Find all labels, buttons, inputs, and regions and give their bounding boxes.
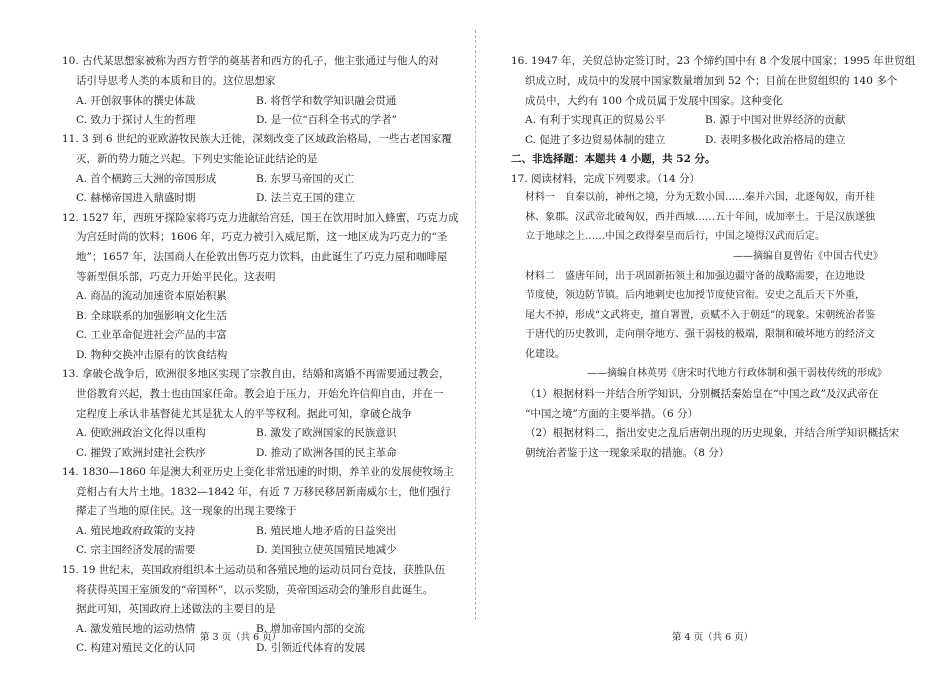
material-1-line1: 材料一 自秦以前，神州之境，分为无数小国……秦并六国，北逐匈奴，南开桂: [525, 192, 875, 203]
q11-option-b: B. 东罗马帝国的灭亡: [256, 173, 355, 185]
material-1-line2: 林、象郡。汉武帝北破匈奴，西并西域……五十年间，成加率土。于是汉族遂独: [525, 212, 875, 223]
q14-option-b: B. 殖民地人地矛盾的日益突出: [256, 525, 397, 537]
q12-line4: 等新型俱乐部，巧克力开始平民化。这表明: [76, 271, 276, 283]
material-2-line5: 化建设。: [525, 349, 565, 360]
q11-line2: 灭，新的势力随之兴起。下列史实能论证此结论的是: [76, 153, 318, 165]
q16-line2: 织成立时，成员中的发展中国家数量增加到 52 个；目前在世贸组织的 140 多个: [525, 75, 898, 87]
q10-option-d: D. 是一位“百科全书式的学者”: [256, 114, 397, 126]
q11-option-c: C. 赫梯帝国进入鼎盛时期: [76, 192, 196, 204]
material-2-line4: 于唐代的历史教训，走向削夺地方、强干弱枝的极端，限制和破坏地方的经济文: [525, 329, 875, 340]
material-2-line2: 节度使，领边防节镇。后内地剌史也加授节度使官衔。安史之乱后天下外重，: [525, 290, 865, 301]
right-page: [475, 0, 950, 673]
q12-line2: 为宫廷时尚的饮料；1606 年，巧克力被引入威尼斯，这一地区成为巧克力的“圣: [76, 231, 448, 243]
q13-option-d: D. 推动了欧洲各国的民主革命: [256, 447, 397, 459]
q13-option-a: A. 使欧洲政治文化得以重构: [76, 427, 206, 439]
q15-option-a: A. 激发殖民地的运动热情: [76, 623, 196, 635]
q15-line3: 据此可知，英国政府上述做法的主要目的是: [76, 603, 276, 615]
q13-line3: 定程度上承认非基督徒尤其是犹太人的平等权利。据此可知，拿破仑战争: [76, 408, 412, 420]
q10-option-a: A. 开创叙事体的撰史体裁: [76, 95, 196, 107]
q15-option-d: D. 引领近代体育的发展: [256, 642, 366, 654]
material-2-line3: 尾大不掉，形成“文武将吏，擅自署置，贡赋不入于朝廷”的现象。宋朝统治者鉴: [525, 310, 876, 321]
q12-line3: 地”；1657 年，法国商人在伦敦出售巧克力饮料，由此诞生了巧克力屋和咖啡屋: [76, 251, 448, 263]
q11-line1: 11. 3 到 6 世纪的亚欧游牧民族大迁徙，深刻改变了区域政治格局，一些古老国家覆: [62, 133, 452, 145]
material-1-line3: 立于地球之上……中国之政得秦皇而后行，中国之境得汉武而后定。: [525, 231, 825, 242]
q10-option-b: B. 将哲学和数学知识融会贯通: [256, 95, 397, 107]
material-2-source: ——摘编自林英男《唐宋时代地方行政体制和强干弱枝传统的形成》: [587, 368, 887, 379]
q17-prompt: 17. 阅读材料，完成下列要求。（14 分）: [511, 173, 700, 185]
q17-part1-line1: （1）根据材料一并结合所学知识，分别概括秦始皇在“中国之政”及汉武帝在: [525, 388, 879, 400]
q10-line1: 10. 古代某思想家被称为西方哲学的奠基者和西方的孔子，他主张通过与他人的对: [62, 55, 440, 67]
q16-line3: 成员中，大约有 100 个成员属于发展中国家。这种变化: [525, 95, 783, 107]
q16-option-d: D. 表明多极化政治格局的建立: [705, 134, 846, 146]
q16-option-c: C. 促进了多边贸易体制的建立: [525, 134, 666, 146]
q15-option-b: B. 增加帝国内部的交流: [256, 623, 365, 635]
q14-option-c: C. 宗主国经济发展的需要: [76, 544, 196, 556]
q16-option-a: A. 有利于实现真正的贸易公平: [525, 114, 666, 126]
right-page-footer: 第 4 页（共 6 页）: [672, 632, 754, 643]
q15-line1: 15. 19 世纪末，英国政府组织本土运动员和各殖民地的运动员同台竞技，获胜队伍: [62, 564, 446, 576]
q16-option-b: B. 源于中国对世界经济的贡献: [705, 114, 846, 126]
q12-option-b: B. 全球联系的加强影响文化生活: [76, 310, 227, 322]
q14-option-a: A. 殖民地政府政策的支持: [76, 525, 196, 537]
q13-line2: 世俗教育兴起，教士也由国家任命。教会迫于压力，开始允许信仰自由，并在一: [76, 388, 444, 400]
q10-line2: 话引导思考人类的本质和目的。这位思想家: [76, 75, 276, 87]
q14-line2: 竞相占有大片土地。1832—1842 年，有近 7 万移民移居新南威尔士，他们强行: [76, 486, 451, 498]
q17-part2-line1: （2）根据材料二，指出安史之乱后唐朝出现的历史现象，并结合所学知识概括宋: [525, 427, 900, 439]
q12-option-a: A. 商品的流动加速资本原始积累: [76, 290, 227, 302]
q13-line1: 13. 拿破仑战争后，欧洲很多地区实现了宗教自由，结婚和离婚不再需要通过教会，: [62, 368, 450, 380]
q14-line1: 14. 1830—1860 年是澳大利亚历史上变化非常迅速的时期，养羊业的发展使牧场主: [62, 466, 454, 478]
q16-line1: 16. 1947 年，关贸总协定签订时，23 个缔约国中有 8 个发展中国家；1995 年世贸组: [511, 55, 916, 67]
q17-part1-line2: “中国之境”方面的主要举措。（6 分）: [525, 408, 699, 420]
q12-line1: 12. 1527 年，西班牙探险家将巧克力进献给宫廷，国王在饮用时加入蜂蜜，巧克力成: [62, 212, 459, 224]
q12-option-d: D. 物种交换冲击原有的饮食结构: [76, 349, 228, 361]
q14-line3: 撵走了当地的原住民。这一现象的出现主要缘于: [76, 505, 297, 517]
q17-part2-line2: 朝统治者鉴于这一现象采取的措施。（8 分）: [525, 447, 730, 459]
left-page-footer: 第 3 页（共 6 页）: [200, 632, 282, 643]
q10-option-c: C. 致力于探讨人生的哲理: [76, 114, 196, 126]
material-1-source: ——摘编自夏曾佑《中国古代史》: [733, 251, 883, 262]
q13-option-b: B. 激发了欧洲国家的民族意识: [256, 427, 397, 439]
material-2-line1: 材料二 盛唐年间，出于巩固新拓领土和加强边疆守备的战略需要，在边地设: [525, 271, 865, 282]
section-heading: 二、非选择题：本题共 4 小题，共 52 分。: [511, 153, 716, 165]
q11-option-d: D. 法兰克王国的建立: [256, 192, 355, 204]
q12-option-c: C. 工业革命促进社会产品的丰富: [76, 329, 227, 341]
q15-line2: 将获得英国王室颁发的“帝国杯”，以示奖励，英帝国运动会的雏形自此诞生。: [76, 584, 434, 596]
q11-option-a: A. 首个横跨三大洲的帝国形成: [76, 173, 217, 185]
q13-option-c: C. 摧毁了欧洲封建社会秩序: [76, 447, 206, 459]
q15-option-c: C. 构建对殖民文化的认同: [76, 642, 196, 654]
q14-option-d: D. 美国独立使英国殖民地减少: [256, 544, 397, 556]
